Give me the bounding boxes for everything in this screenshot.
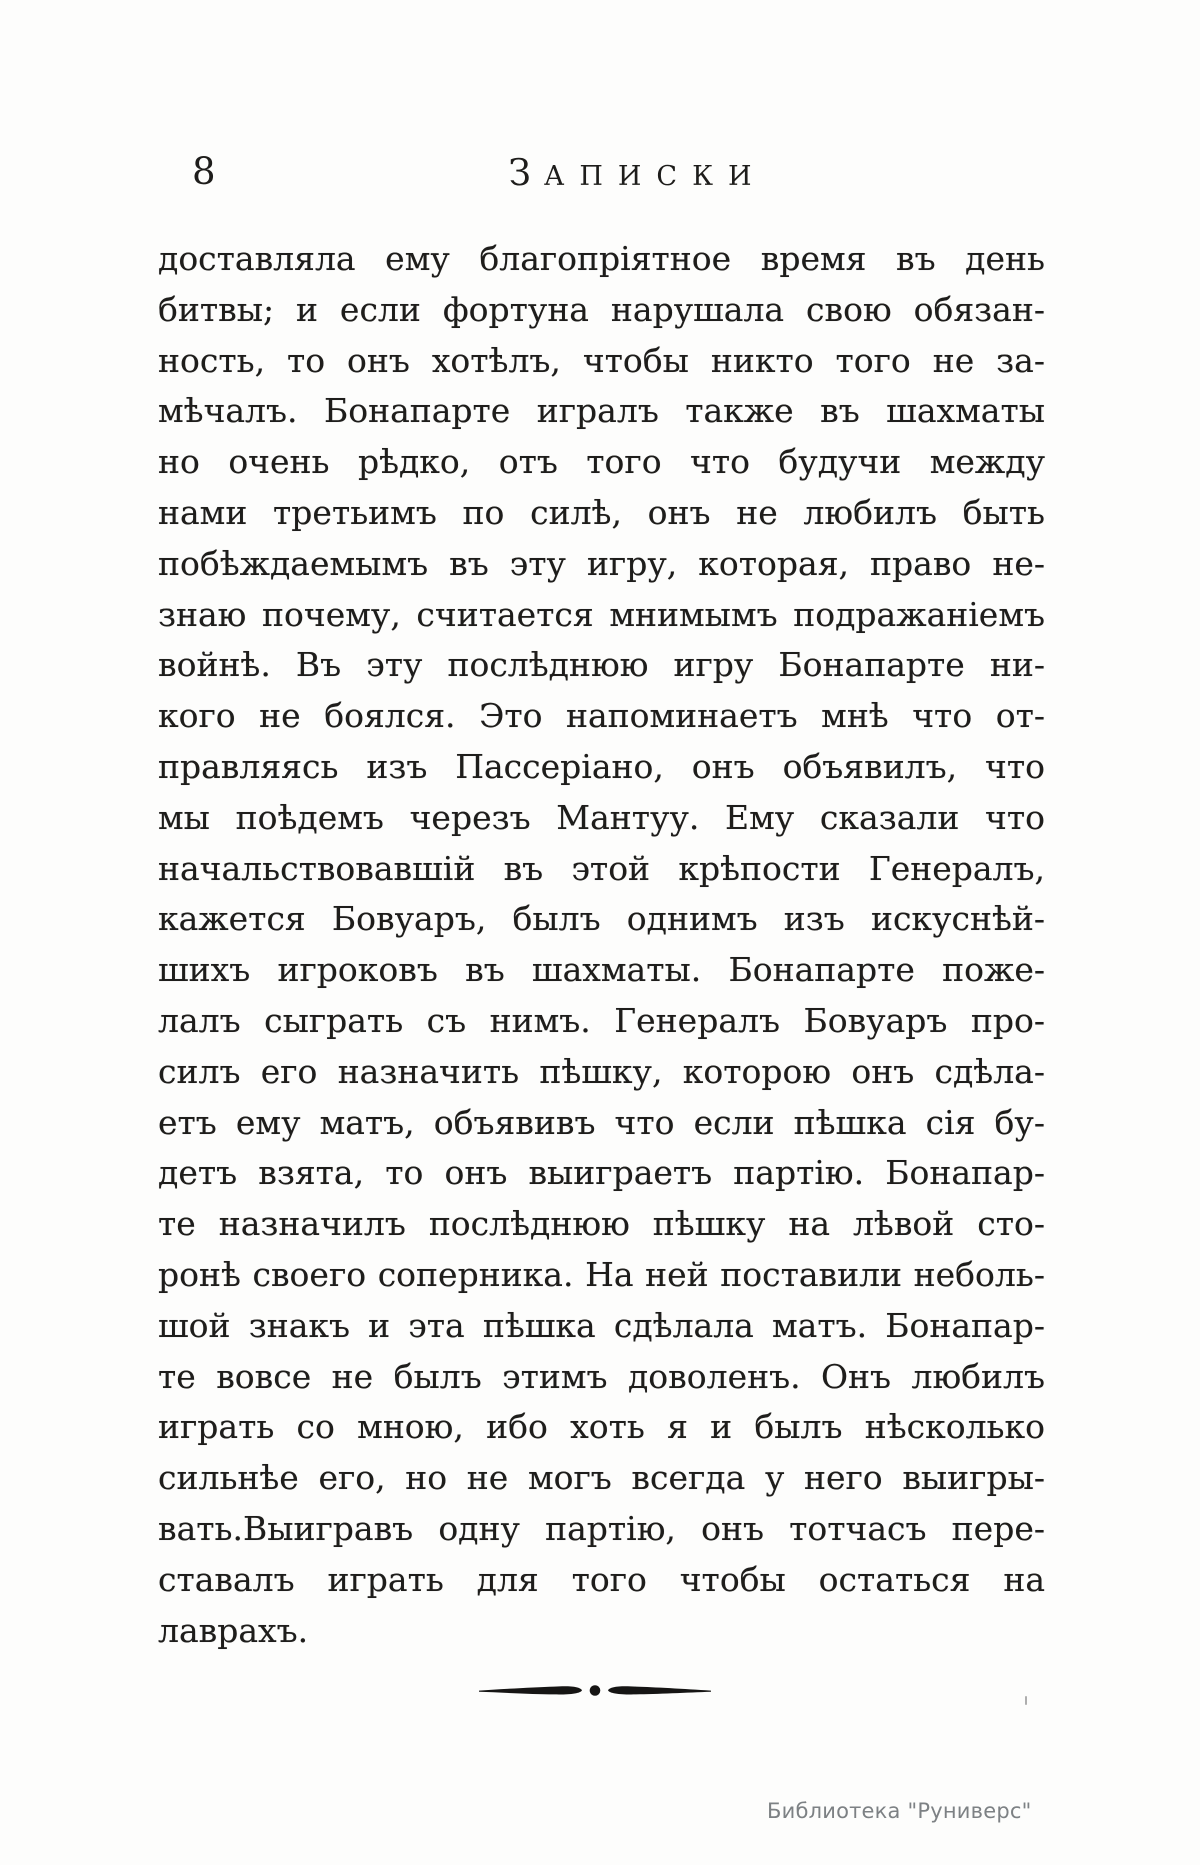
text-line: битвы; и если фортуна нарушала свою обязан- xyxy=(158,289,1045,329)
text-line: шой знакъ и эта пѣшка сдѣлала матъ. Бонапар- xyxy=(158,1305,1045,1345)
text-line: лаврахъ. xyxy=(158,1610,309,1650)
text-line: кого не боялся. Это напоминаетъ мнѣ что от- xyxy=(158,696,1045,736)
tailpiece-ornament-icon xyxy=(478,1681,712,1701)
text-line: вать.Выигравъ одну партію, онъ тотчасъ пере- xyxy=(158,1508,1045,1548)
text-line: етъ ему матъ, объявивъ что если пѣшка сія бу- xyxy=(158,1102,1045,1142)
text-line: ронѣ своего соперника. На ней поставили неболь- xyxy=(158,1254,1045,1294)
page-header xyxy=(158,152,1045,196)
tailpiece-ornament xyxy=(478,1681,712,1701)
library-watermark: Библиотека "Руниверс" xyxy=(767,1799,1032,1823)
page-number: 8 xyxy=(192,150,217,193)
text-line: доставляла ему благопріятное время въ день xyxy=(158,239,1045,278)
text-line: ставалъ играть для того чтобы остаться на xyxy=(158,1559,1045,1599)
text-line: правляясь изъ Пассеріано, онъ объявилъ, что xyxy=(158,746,1045,786)
text-line: детъ взята, то онъ выиграетъ партію. Бонапар- xyxy=(158,1153,1045,1193)
text-line: войнѣ. Въ эту послѣднюю игру Бонапарте ни- xyxy=(158,645,1045,685)
text-line: силъ его назначить пѣшку, которою онъ сдѣла- xyxy=(158,1051,1045,1091)
text-line: ность, то онъ хотѣлъ, чтобы никто того не за- xyxy=(158,340,1045,380)
text-line: те вовсе не былъ этимъ доволенъ. Онъ любилъ xyxy=(158,1356,1045,1396)
text-line: начальствовавшій въ этой крѣпости Генералъ, xyxy=(158,848,1045,888)
text-line: нами третьимъ по силѣ, онъ не любилъ быть xyxy=(158,492,1045,532)
text-line: кажется Бовуаръ, былъ однимъ изъ искуснѣй- xyxy=(158,899,1045,939)
scan-speck xyxy=(1025,1696,1027,1705)
text-line: шихъ игроковъ въ шахматы. Бонапарте поже- xyxy=(158,950,1045,990)
body-text xyxy=(158,234,1045,1656)
text-line: знаю почему, считается мнимымъ подражаніемъ xyxy=(158,594,1045,634)
text-line: сильнѣе его, но не могъ всегда у него выигры- xyxy=(158,1458,1045,1498)
text-line: но очень рѣдко, отъ того что будучи между xyxy=(158,442,1045,482)
text-line: лалъ сыграть съ нимъ. Генералъ Бовуаръ про- xyxy=(158,1000,1045,1040)
running-title: ЗАПИСКИ xyxy=(508,153,767,194)
text-line: мы поѣдемъ черезъ Мантуу. Ему сказали что xyxy=(158,797,1045,837)
text-line: мѣчалъ. Бонапарте игралъ также въ шахматы xyxy=(158,391,1045,431)
text-line: те назначилъ послѣднюю пѣшку на лѣвой сто- xyxy=(158,1204,1045,1244)
text-line: побѣждаемымъ въ эту игру, которая, право не- xyxy=(158,543,1045,583)
text-line: играть со мною, ибо хоть я и былъ нѣсколько xyxy=(158,1407,1045,1447)
